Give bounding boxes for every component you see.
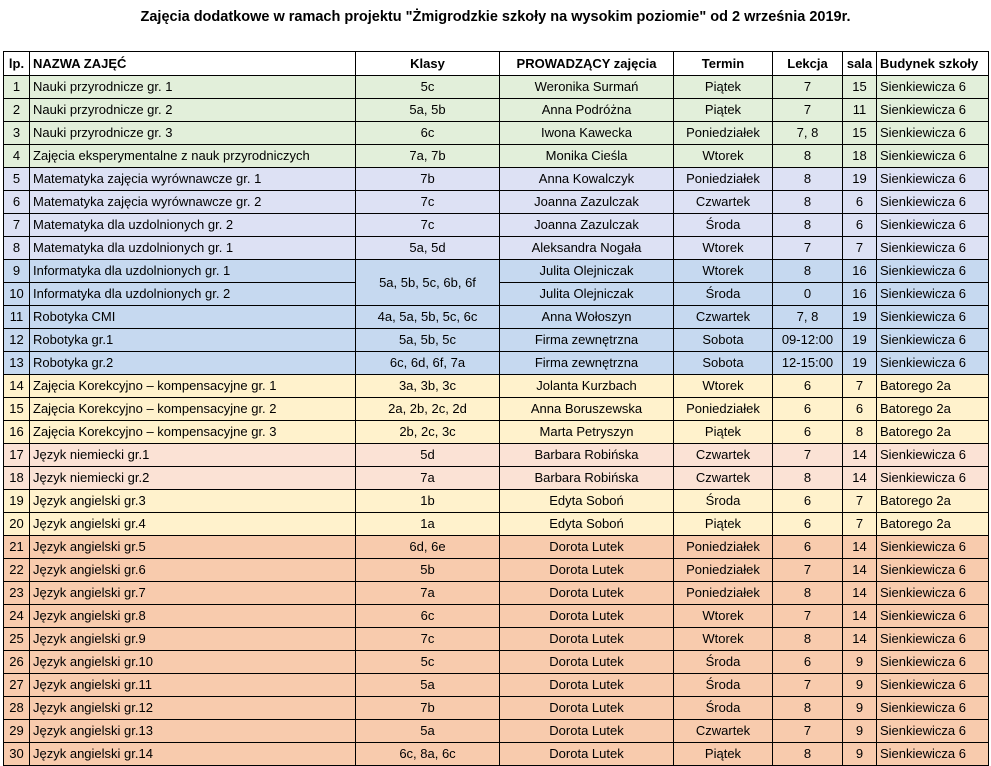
cell-building: Sienkiewicza 6 — [877, 605, 989, 628]
cell-lp: 1 — [4, 76, 30, 99]
cell-lesson: 6 — [773, 398, 843, 421]
cell-teacher: Dorota Lutek — [500, 559, 674, 582]
cell-room: 7 — [843, 490, 877, 513]
header-day: Termin — [674, 52, 773, 76]
cell-building: Sienkiewicza 6 — [877, 559, 989, 582]
cell-building: Sienkiewicza 6 — [877, 306, 989, 329]
cell-room: 8 — [843, 421, 877, 444]
cell-teacher: Dorota Lutek — [500, 536, 674, 559]
cell-lp: 11 — [4, 306, 30, 329]
cell-room: 19 — [843, 168, 877, 191]
cell-lp: 17 — [4, 444, 30, 467]
cell-name: Język angielski gr.4 — [30, 513, 356, 536]
cell-building: Sienkiewicza 6 — [877, 536, 989, 559]
table-row — [4, 398, 989, 421]
cell-building: Sienkiewicza 6 — [877, 743, 989, 766]
cell-room: 19 — [843, 306, 877, 329]
cell-lesson: 8 — [773, 145, 843, 168]
cell-day: Poniedziałek — [674, 122, 773, 145]
cell-teacher: Julita Olejniczak — [500, 260, 674, 283]
cell-teacher: Dorota Lutek — [500, 605, 674, 628]
cell-day: Czwartek — [674, 720, 773, 743]
cell-lp: 26 — [4, 651, 30, 674]
cell-name: Język angielski gr.8 — [30, 605, 356, 628]
table-row — [4, 375, 989, 398]
cell-room: 9 — [843, 674, 877, 697]
cell-lesson: 8 — [773, 582, 843, 605]
cell-day: Środa — [674, 490, 773, 513]
cell-name: Język angielski gr.9 — [30, 628, 356, 651]
cell-day: Piątek — [674, 421, 773, 444]
cell-classes: 5a, 5b, 5c — [356, 329, 500, 352]
cell-classes: 5c — [356, 76, 500, 99]
cell-room: 7 — [843, 513, 877, 536]
cell-lp: 23 — [4, 582, 30, 605]
table-row — [4, 214, 989, 237]
cell-day: Środa — [674, 674, 773, 697]
cell-building: Sienkiewicza 6 — [877, 214, 989, 237]
cell-room: 9 — [843, 651, 877, 674]
table-row — [4, 720, 989, 743]
cell-teacher: Julita Olejniczak — [500, 283, 674, 306]
cell-lp: 21 — [4, 536, 30, 559]
cell-day: Wtorek — [674, 375, 773, 398]
cell-day: Poniedziałek — [674, 536, 773, 559]
cell-lp: 24 — [4, 605, 30, 628]
cell-building: Sienkiewicza 6 — [877, 237, 989, 260]
table-row — [4, 513, 989, 536]
cell-room: 16 — [843, 260, 877, 283]
cell-room: 18 — [843, 145, 877, 168]
cell-classes: 2a, 2b, 2c, 2d — [356, 398, 500, 421]
table-row — [4, 628, 989, 651]
cell-day: Środa — [674, 697, 773, 720]
cell-lesson: 7 — [773, 444, 843, 467]
table-row — [4, 697, 989, 720]
cell-lesson: 7 — [773, 237, 843, 260]
cell-lp: 13 — [4, 352, 30, 375]
cell-classes: 5a, 5d — [356, 237, 500, 260]
cell-teacher: Anna Kowalczyk — [500, 168, 674, 191]
cell-lp: 15 — [4, 398, 30, 421]
cell-name: Język angielski gr.11 — [30, 674, 356, 697]
cell-lesson: 09-12:00 — [773, 329, 843, 352]
cell-day: Czwartek — [674, 306, 773, 329]
cell-classes: 6c — [356, 122, 500, 145]
cell-room: 7 — [843, 375, 877, 398]
cell-building: Sienkiewicza 6 — [877, 329, 989, 352]
header-name: NAZWA ZAJĘĆ — [30, 52, 356, 76]
cell-lp: 8 — [4, 237, 30, 260]
cell-teacher: Dorota Lutek — [500, 674, 674, 697]
cell-classes: 7a, 7b — [356, 145, 500, 168]
cell-day: Poniedziałek — [674, 398, 773, 421]
cell-classes: 6c, 6d, 6f, 7a — [356, 352, 500, 375]
cell-lesson: 8 — [773, 467, 843, 490]
cell-lesson: 8 — [773, 168, 843, 191]
cell-teacher: Barbara Robińska — [500, 467, 674, 490]
cell-building: Sienkiewicza 6 — [877, 444, 989, 467]
cell-day: Czwartek — [674, 467, 773, 490]
cell-day: Wtorek — [674, 237, 773, 260]
cell-classes: 5b — [356, 559, 500, 582]
cell-room: 14 — [843, 605, 877, 628]
cell-name: Język niemiecki gr.1 — [30, 444, 356, 467]
cell-building: Sienkiewicza 6 — [877, 260, 989, 283]
cell-room: 14 — [843, 628, 877, 651]
cell-lesson: 8 — [773, 214, 843, 237]
cell-teacher: Barbara Robińska — [500, 444, 674, 467]
cell-room: 14 — [843, 582, 877, 605]
cell-name: Język angielski gr.7 — [30, 582, 356, 605]
cell-classes: 5c — [356, 651, 500, 674]
cell-teacher: Anna Boruszewska — [500, 398, 674, 421]
table-row — [4, 352, 989, 375]
cell-teacher: Firma zewnętrzna — [500, 352, 674, 375]
cell-lesson: 8 — [773, 743, 843, 766]
table-row — [4, 743, 989, 766]
table-row — [4, 582, 989, 605]
cell-lp: 22 — [4, 559, 30, 582]
cell-lp: 3 — [4, 122, 30, 145]
cell-building: Sienkiewicza 6 — [877, 76, 989, 99]
cell-name: Nauki przyrodnicze gr. 1 — [30, 76, 356, 99]
cell-classes: 1a — [356, 513, 500, 536]
cell-name: Robotyka gr.1 — [30, 329, 356, 352]
schedule-table — [3, 51, 989, 766]
cell-room: 6 — [843, 214, 877, 237]
table-row — [4, 490, 989, 513]
cell-lp: 9 — [4, 260, 30, 283]
cell-name: Robotyka gr.2 — [30, 352, 356, 375]
cell-lesson: 7, 8 — [773, 306, 843, 329]
cell-name: Język angielski gr.13 — [30, 720, 356, 743]
cell-day: Wtorek — [674, 145, 773, 168]
header-lp: lp. — [4, 52, 30, 76]
cell-lesson: 6 — [773, 375, 843, 398]
cell-room: 16 — [843, 283, 877, 306]
cell-day: Sobota — [674, 329, 773, 352]
cell-lesson: 6 — [773, 536, 843, 559]
cell-classes: 6c, 8a, 6c — [356, 743, 500, 766]
cell-lp: 4 — [4, 145, 30, 168]
cell-name: Język angielski gr.12 — [30, 697, 356, 720]
table-row — [4, 467, 989, 490]
cell-name: Język niemiecki gr.2 — [30, 467, 356, 490]
cell-room: 19 — [843, 329, 877, 352]
table-row — [4, 536, 989, 559]
cell-lesson: 7, 8 — [773, 122, 843, 145]
cell-name: Język angielski gr.5 — [30, 536, 356, 559]
cell-lp: 16 — [4, 421, 30, 444]
cell-building: Sienkiewicza 6 — [877, 651, 989, 674]
cell-classes: 6c — [356, 605, 500, 628]
cell-name: Nauki przyrodnicze gr. 2 — [30, 99, 356, 122]
cell-lp: 25 — [4, 628, 30, 651]
cell-name: Język angielski gr.6 — [30, 559, 356, 582]
cell-teacher: Dorota Lutek — [500, 720, 674, 743]
cell-teacher: Anna Podróżna — [500, 99, 674, 122]
table-row — [4, 99, 989, 122]
cell-classes: 5a — [356, 674, 500, 697]
cell-teacher: Weronika Surmań — [500, 76, 674, 99]
cell-day: Piątek — [674, 513, 773, 536]
cell-room: 9 — [843, 697, 877, 720]
cell-teacher: Jolanta Kurzbach — [500, 375, 674, 398]
cell-classes: 5a, 5b, 5c, 6b, 6f — [356, 260, 500, 306]
cell-lesson: 7 — [773, 559, 843, 582]
cell-room: 6 — [843, 398, 877, 421]
cell-day: Poniedziałek — [674, 582, 773, 605]
cell-lesson: 8 — [773, 697, 843, 720]
cell-name: Nauki przyrodnicze gr. 3 — [30, 122, 356, 145]
cell-lp: 7 — [4, 214, 30, 237]
header-teacher: PROWADZĄCY zajęcia — [500, 52, 674, 76]
cell-day: Piątek — [674, 743, 773, 766]
cell-day: Czwartek — [674, 191, 773, 214]
table-row — [4, 145, 989, 168]
table-row — [4, 168, 989, 191]
cell-classes: 7b — [356, 697, 500, 720]
cell-day: Piątek — [674, 99, 773, 122]
cell-building: Sienkiewicza 6 — [877, 467, 989, 490]
table-row — [4, 329, 989, 352]
cell-classes: 7a — [356, 467, 500, 490]
cell-name: Język angielski gr.3 — [30, 490, 356, 513]
header-classes: Klasy — [356, 52, 500, 76]
cell-day: Poniedziałek — [674, 559, 773, 582]
cell-name: Matematyka dla uzdolnionych gr. 1 — [30, 237, 356, 260]
cell-building: Batorego 2a — [877, 398, 989, 421]
cell-teacher: Iwona Kawecka — [500, 122, 674, 145]
cell-lesson: 7 — [773, 674, 843, 697]
cell-building: Sienkiewicza 6 — [877, 122, 989, 145]
cell-name: Język angielski gr.14 — [30, 743, 356, 766]
cell-name: Język angielski gr.10 — [30, 651, 356, 674]
cell-building: Batorego 2a — [877, 375, 989, 398]
table-row — [4, 605, 989, 628]
cell-room: 7 — [843, 237, 877, 260]
cell-teacher: Marta Petryszyn — [500, 421, 674, 444]
table-row — [4, 237, 989, 260]
cell-lp: 14 — [4, 375, 30, 398]
cell-room: 14 — [843, 536, 877, 559]
cell-teacher: Firma zewnętrzna — [500, 329, 674, 352]
table-row — [4, 559, 989, 582]
cell-day: Sobota — [674, 352, 773, 375]
cell-building: Batorego 2a — [877, 421, 989, 444]
cell-room: 14 — [843, 467, 877, 490]
cell-name: Zajęcia Korekcyjno – kompensacyjne gr. 1 — [30, 375, 356, 398]
header-building: Budynek szkoły — [877, 52, 989, 76]
cell-classes: 4a, 5a, 5b, 5c, 6c — [356, 306, 500, 329]
cell-building: Sienkiewicza 6 — [877, 168, 989, 191]
cell-teacher: Aleksandra Nogała — [500, 237, 674, 260]
cell-classes: 2b, 2c, 3c — [356, 421, 500, 444]
cell-classes: 7c — [356, 191, 500, 214]
cell-lp: 30 — [4, 743, 30, 766]
cell-day: Środa — [674, 651, 773, 674]
cell-teacher: Joanna Zazulczak — [500, 214, 674, 237]
cell-name: Matematyka zajęcia wyrównawcze gr. 2 — [30, 191, 356, 214]
table-row — [4, 76, 989, 99]
table-row — [4, 674, 989, 697]
cell-lesson: 6 — [773, 490, 843, 513]
cell-day: Piątek — [674, 76, 773, 99]
table-row — [4, 444, 989, 467]
cell-lp: 20 — [4, 513, 30, 536]
table-row — [4, 421, 989, 444]
cell-name: Zajęcia Korekcyjno – kompensacyjne gr. 2 — [30, 398, 356, 421]
cell-lesson: 7 — [773, 76, 843, 99]
table-row — [4, 306, 989, 329]
cell-day: Czwartek — [674, 444, 773, 467]
cell-building: Sienkiewicza 6 — [877, 352, 989, 375]
cell-classes: 7a — [356, 582, 500, 605]
cell-teacher: Edyta Soboń — [500, 490, 674, 513]
cell-lesson: 6 — [773, 421, 843, 444]
cell-lp: 6 — [4, 191, 30, 214]
cell-classes: 1b — [356, 490, 500, 513]
cell-name: Informatyka dla uzdolnionych gr. 1 — [30, 260, 356, 283]
cell-teacher: Dorota Lutek — [500, 743, 674, 766]
cell-classes: 5d — [356, 444, 500, 467]
table-row — [4, 260, 989, 283]
cell-building: Sienkiewicza 6 — [877, 628, 989, 651]
cell-room: 15 — [843, 122, 877, 145]
cell-classes: 5a — [356, 720, 500, 743]
cell-lp: 19 — [4, 490, 30, 513]
cell-building: Sienkiewicza 6 — [877, 674, 989, 697]
header-lesson: Lekcja — [773, 52, 843, 76]
cell-building: Sienkiewicza 6 — [877, 145, 989, 168]
cell-lesson: 7 — [773, 605, 843, 628]
table-row — [4, 122, 989, 145]
cell-room: 9 — [843, 720, 877, 743]
cell-lesson: 7 — [773, 99, 843, 122]
cell-name: Matematyka dla uzdolnionych gr. 2 — [30, 214, 356, 237]
cell-name: Robotyka CMI — [30, 306, 356, 329]
cell-teacher: Edyta Soboń — [500, 513, 674, 536]
cell-building: Sienkiewicza 6 — [877, 283, 989, 306]
cell-day: Środa — [674, 214, 773, 237]
document-title: Zajęcia dodatkowe w ramach projektu "Żmigrodzkie szkoły na wysokim poziomie" od 2 września 2019r. — [140, 9, 851, 25]
cell-classes: 5a, 5b — [356, 99, 500, 122]
cell-building: Sienkiewicza 6 — [877, 99, 989, 122]
cell-name: Matematyka zajęcia wyrównawcze gr. 1 — [30, 168, 356, 191]
cell-day: Wtorek — [674, 628, 773, 651]
cell-classes: 7c — [356, 628, 500, 651]
cell-building: Sienkiewicza 6 — [877, 191, 989, 214]
table-row — [4, 651, 989, 674]
cell-room: 14 — [843, 444, 877, 467]
cell-classes: 7c — [356, 214, 500, 237]
cell-lesson: 12-15:00 — [773, 352, 843, 375]
cell-room: 11 — [843, 99, 877, 122]
cell-classes: 3a, 3b, 3c — [356, 375, 500, 398]
cell-lp: 27 — [4, 674, 30, 697]
cell-day: Środa — [674, 283, 773, 306]
cell-room: 6 — [843, 191, 877, 214]
cell-classes: 6d, 6e — [356, 536, 500, 559]
cell-classes: 7b — [356, 168, 500, 191]
cell-name: Zajęcia Korekcyjno – kompensacyjne gr. 3 — [30, 421, 356, 444]
cell-lp: 29 — [4, 720, 30, 743]
cell-teacher: Dorota Lutek — [500, 582, 674, 605]
cell-room: 15 — [843, 76, 877, 99]
cell-lesson: 6 — [773, 651, 843, 674]
cell-day: Wtorek — [674, 605, 773, 628]
cell-lesson: 7 — [773, 720, 843, 743]
cell-lesson: 6 — [773, 513, 843, 536]
cell-building: Batorego 2a — [877, 513, 989, 536]
cell-lp: 12 — [4, 329, 30, 352]
header-row — [4, 52, 989, 76]
cell-lp: 28 — [4, 697, 30, 720]
table-row — [4, 191, 989, 214]
cell-lesson: 8 — [773, 191, 843, 214]
cell-lp: 5 — [4, 168, 30, 191]
cell-teacher: Dorota Lutek — [500, 628, 674, 651]
cell-teacher: Monika Cieśla — [500, 145, 674, 168]
header-room: sala — [843, 52, 877, 76]
cell-room: 14 — [843, 559, 877, 582]
cell-lesson: 8 — [773, 628, 843, 651]
cell-building: Batorego 2a — [877, 490, 989, 513]
cell-room: 9 — [843, 743, 877, 766]
cell-lp: 2 — [4, 99, 30, 122]
cell-lesson: 8 — [773, 260, 843, 283]
cell-day: Wtorek — [674, 260, 773, 283]
cell-teacher: Dorota Lutek — [500, 651, 674, 674]
cell-building: Sienkiewicza 6 — [877, 720, 989, 743]
cell-teacher: Dorota Lutek — [500, 697, 674, 720]
cell-name: Zajęcia eksperymentalne z nauk przyrodniczych — [30, 145, 356, 168]
cell-building: Sienkiewicza 6 — [877, 582, 989, 605]
cell-lp: 18 — [4, 467, 30, 490]
cell-name: Informatyka dla uzdolnionych gr. 2 — [30, 283, 356, 306]
cell-day: Poniedziałek — [674, 168, 773, 191]
cell-building: Sienkiewicza 6 — [877, 697, 989, 720]
cell-lesson: 0 — [773, 283, 843, 306]
cell-teacher: Joanna Zazulczak — [500, 191, 674, 214]
cell-teacher: Anna Wołoszyn — [500, 306, 674, 329]
cell-room: 19 — [843, 352, 877, 375]
cell-lp: 10 — [4, 283, 30, 306]
